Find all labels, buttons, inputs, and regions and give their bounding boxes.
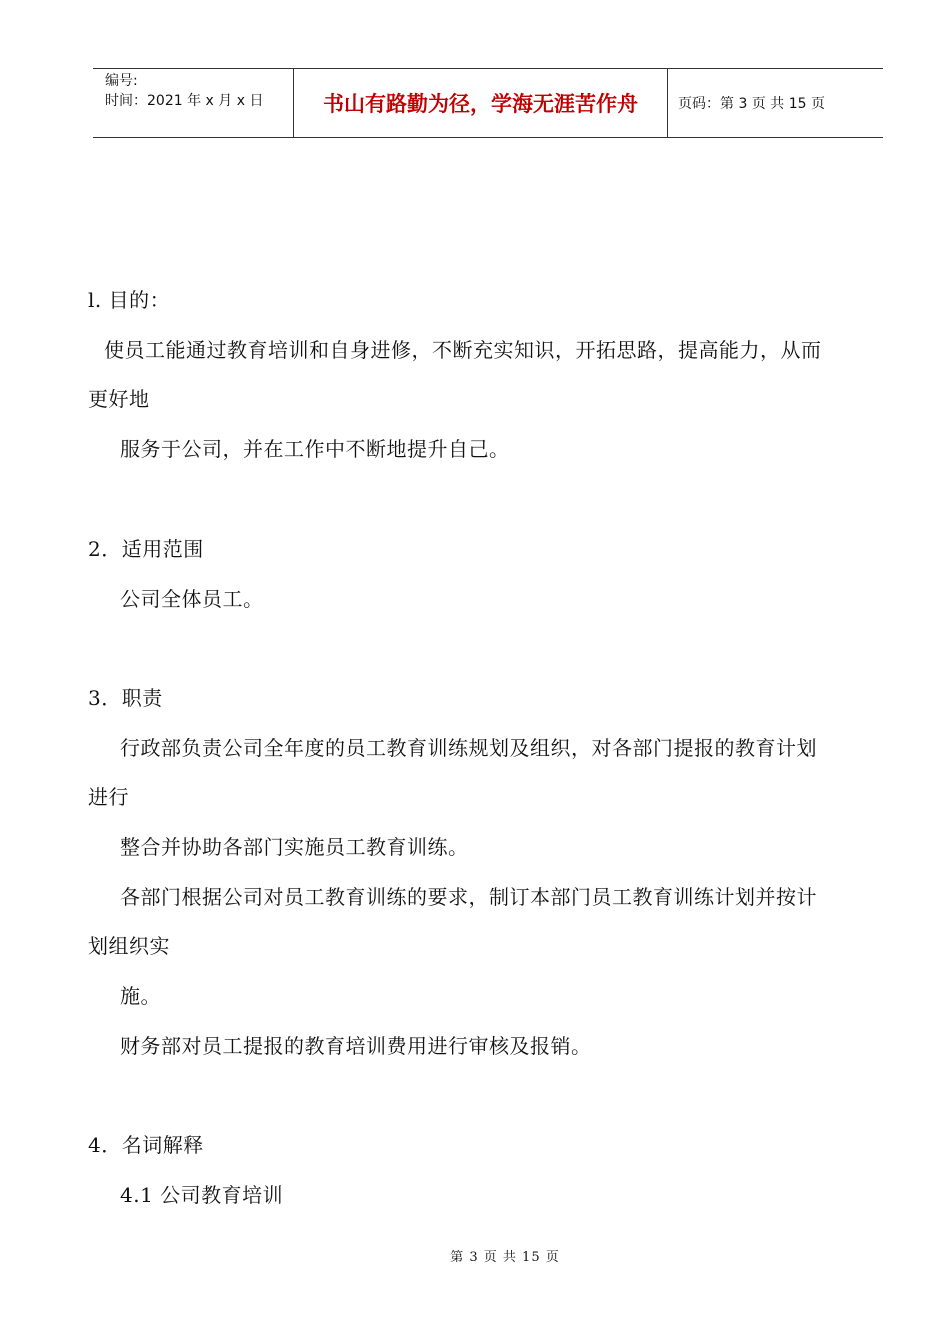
paragraph-line: 各部门根据公司对员工教育训练的要求，制订本部门员工教育训练计划并按计 bbox=[120, 885, 817, 909]
subsection-heading: 4.1 公司教育培训 bbox=[120, 1183, 284, 1207]
paragraph-line: 服务于公司，并在工作中不断地提升自己。 bbox=[120, 437, 510, 461]
header-motto: 书山有路勤为径，学海无涯苦作舟 bbox=[294, 69, 668, 137]
section-heading-scope: 2．适用范围 bbox=[88, 537, 204, 561]
paragraph-line: 划组织实 bbox=[88, 934, 170, 958]
paragraph-line: 施。 bbox=[120, 984, 161, 1008]
paragraph-line: 进行 bbox=[88, 785, 129, 809]
paragraph-line: 行政部负责公司全年度的员工教育训练规划及组织，对各部门提报的教育计划 bbox=[120, 736, 817, 760]
paragraph-line: 财务部对员工提报的教育培训费用进行审核及报销。 bbox=[120, 1034, 592, 1058]
code-label: 编号: bbox=[105, 73, 138, 89]
paragraph-line: 使员工能通过教育培训和自身进修，不断充实知识，开拓思路，提高能力，从而 bbox=[104, 338, 822, 362]
paragraph-line: 整合并协助各部门实施员工教育训练。 bbox=[120, 835, 469, 859]
section-heading-purpose: l. 目的： bbox=[88, 288, 171, 312]
date-label: 时间：2021 年 x 月 x 日 bbox=[105, 93, 264, 109]
page-header bbox=[93, 68, 883, 138]
paragraph-line: 公司全体员工。 bbox=[120, 587, 264, 611]
header-page-label: 页码：第 3 页 共 15 页 bbox=[678, 96, 825, 112]
page-footer: 第 3 页 共 15 页 bbox=[450, 1250, 560, 1265]
header-meta bbox=[93, 69, 294, 137]
paragraph-line: 更好地 bbox=[88, 387, 150, 411]
section-heading-terms: 4．名词解释 bbox=[88, 1133, 204, 1157]
section-heading-duties: 3．职责 bbox=[88, 686, 163, 710]
